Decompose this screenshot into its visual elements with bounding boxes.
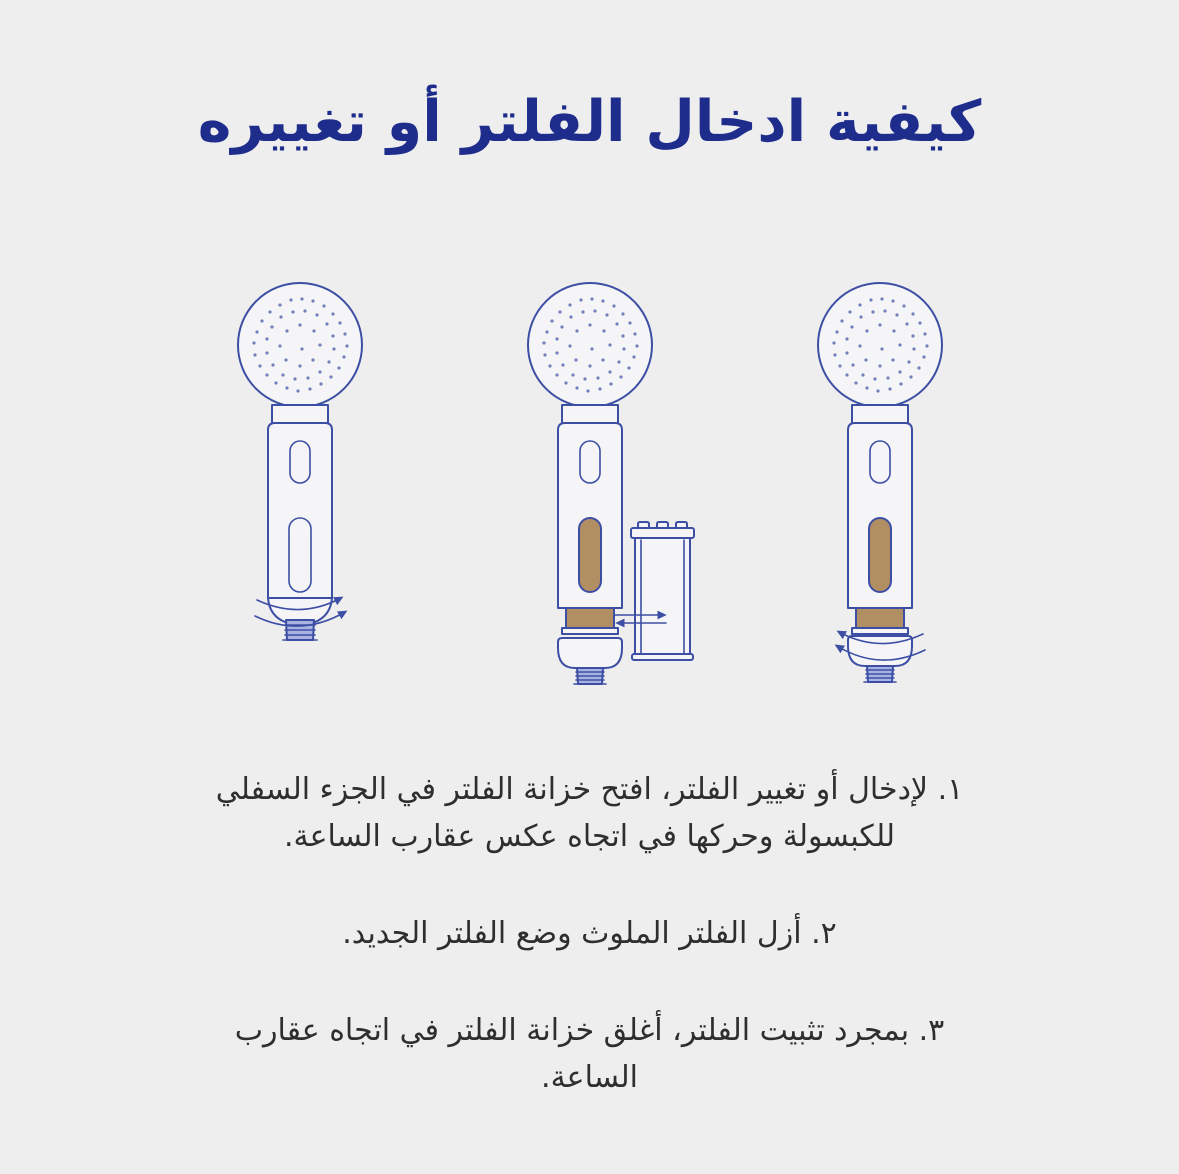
shower-body — [848, 423, 912, 608]
filter-exposed — [852, 608, 908, 634]
shower-head-icon — [818, 283, 942, 407]
page-title: كيفية ادخال الفلتر أو تغييره — [197, 89, 982, 155]
step-3 — [190, 1007, 990, 1101]
filter-window-filled — [579, 518, 601, 592]
shower-body — [558, 423, 622, 608]
shower-handle-close-cap-clockwise-icon — [785, 278, 975, 698]
step-2-line-1: ٢. أزل الفلتر الملوث وضع الفلتر الجديد. — [342, 916, 837, 951]
filter-cap-detached — [558, 638, 622, 684]
shower-handle-filter-exchange-icon — [518, 278, 708, 698]
step-3-line-1: ٣. بمجرد تثبيت الفلتر، أغلق خزانة الفلتر في اتجاه عقارب الساعة. — [234, 1013, 945, 1095]
instructions — [190, 766, 990, 1101]
shower-head-icon — [238, 283, 362, 407]
shower-body — [268, 423, 332, 598]
shower-handle-open-cap-counterclockwise-icon — [205, 278, 395, 698]
step-2 — [190, 910, 990, 957]
filter-cap-closed — [268, 598, 332, 640]
shower-head-icon — [528, 283, 652, 407]
filter-window-filled — [869, 518, 891, 592]
step-1-line-2: للكبسولة وحركها في اتجاه عكس عقارب الساعة. — [283, 819, 896, 854]
step-1 — [190, 766, 990, 860]
filter-cartridge-icon — [631, 522, 694, 660]
filter-exposed — [562, 608, 618, 634]
step-1-line-1: ١. لإدخال أو تغيير الفلتر، افتح خزانة الفلتر في الجزء السفلي — [215, 772, 964, 807]
